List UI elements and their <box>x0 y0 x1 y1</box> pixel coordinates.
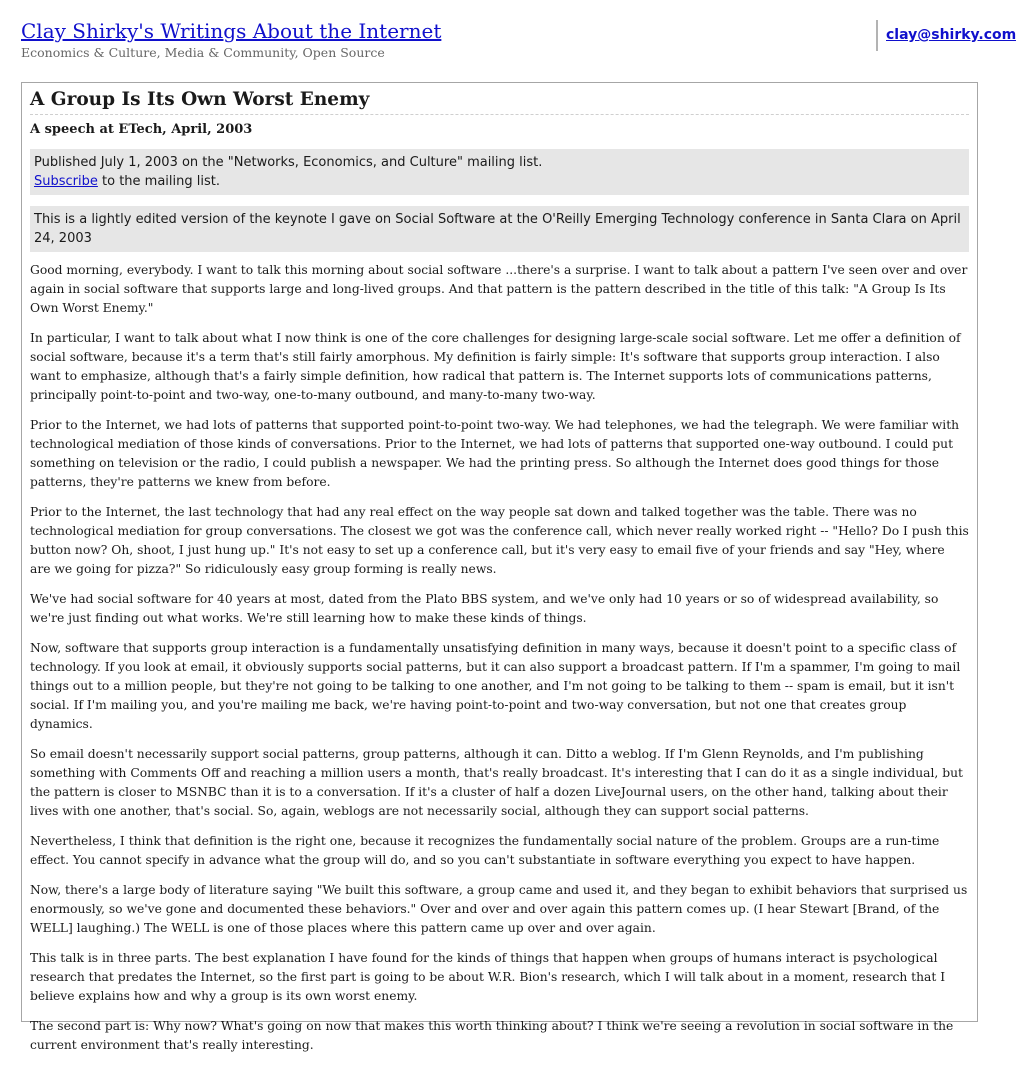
body-paragraph: So email doesn't necessarily support social patterns, group patterns, although it can. Ditto a weblog. If I'm Glenn Reynolds, and I'm publishing something with Comments Off and reaching a million users a month, that's really broadcast. It's interesting that I can do it as a single individual, but the pattern is closer to MSNBC than it is to a conversation. If it's a cluster of half a dozen LiveJournal users, on the other hand, talking about their lives with one another, that's social. So, again, weblogs are not necessarily social, although they can support social patterns. <box>30 747 963 818</box>
site-title-link[interactable]: Clay Shirky's Writings About the Internet <box>21 19 442 43</box>
editorial-note-box <box>30 206 969 252</box>
body-paragraph: This talk is in three parts. The best explanation I have found for the kinds of things that happen when groups of humans interact is psychological research that predates the Internet, so the first part is going to be about W.R. Bion's research, which I will talk about in a moment, research that I believe explains how and why a group is its own worst enemy. <box>30 951 946 1003</box>
article-body <box>30 261 969 1055</box>
header-divider <box>876 20 878 51</box>
body-paragraph: Prior to the Internet, the last technology that had any real effect on the way people sat down and talked together was the table. There was no technological mediation for group conversations. The closest we got was the conference call, which never really worked right -- "Hello? Do I push this button now? Oh, shoot, I just hung up." It's not easy to set up a conference call, but it's very easy to email five of your friends and say "Hey, where are we going for pizza?" So ridiculously easy group forming is really news. <box>30 505 969 576</box>
subscribe-suffix: to the mailing list. <box>97 174 220 189</box>
site-tagline: Economics & Culture, Media & Community, Open Source <box>21 45 385 60</box>
publication-info-box <box>30 149 969 195</box>
body-paragraph: Now, there's a large body of literature saying "We built this software, a group came and used it, and they began to exhibit behaviors that surprised us enormously, so we've gone and documented these behaviors." Over and over and over again this pattern comes up. (I hear Stewart [Brand, of the WELL] laughing.) The WELL is one of those places where this pattern came up over and over again. <box>30 883 968 935</box>
body-paragraph: The second part is: Why now? What's going on now that makes this worth thinking about? I think we're seeing a revolution in social software in the current environment that's really interesting. <box>30 1019 954 1052</box>
email-link[interactable]: clay@shirky.com <box>886 27 1016 43</box>
body-paragraph: Prior to the Internet, we had lots of patterns that supported point-to-point two-way. We had telephones, we had the telegraph. We were familiar with technological mediation of those kinds of conversations. Prior to the Internet, we had lots of patterns that supported one-way outbound. I could put something on television or the radio, I could publish a newspaper. We had the printing press. So although the Internet does good things for those patterns, they're patterns we knew from before. <box>30 418 960 489</box>
published-text: Published July 1, 2003 on the "Networks, Economics, and Culture" mailing list. <box>34 155 543 170</box>
article-container <box>21 82 978 1052</box>
body-paragraph: Good morning, everybody. I want to talk this morning about social software ...there's a surprise. I want to talk about a pattern I've seen over and over again in social software that supports large and long-lived groups. And that pattern is the pattern described in the title of this talk: "A Group Is Its Own Worst Enemy." <box>30 263 968 315</box>
article-subtitle: A speech at ETech, April, 2003 <box>30 122 253 137</box>
body-paragraph: Now, software that supports group interaction is a fundamentally unsatisfying definition in many ways, because it doesn't point to a specific class of technology. If you look at email, it obviously supports social patterns, but it can also support a broadcast pattern. If I'm a spammer, I'm going to mail things out to a million people, but they're not going to be talking to one another, and I'm not going to be talking to them -- spam is email, but it isn't social. If I'm mailing you, and you're mailing me back, we're having point-to-point and two-way conversation, but not one that creates group dynamics. <box>30 641 961 731</box>
editorial-note: This is a lightly edited version of the keynote I gave on Social Software at the O'Reilly Emerging Technology conference in Santa Clara on April 24, 2003 <box>34 212 961 246</box>
body-paragraph: Nevertheless, I think that definition is the right one, because it recognizes the fundamentally social nature of the problem. Groups are a run-time effect. You cannot specify in advance what the group will do, and so you can't substantiate in software everything you expect to have happen. <box>30 834 940 867</box>
body-paragraph: We've had social software for 40 years at most, dated from the Plato BBS system, and we've only had 10 years or so of widespread availability, so we're just finding out what works. We're still learning how to make these kinds of things. <box>30 592 939 625</box>
subscribe-link[interactable]: Subscribe <box>34 174 98 189</box>
article-title: A Group Is Its Own Worst Enemy <box>30 87 969 115</box>
site-header <box>21 19 441 61</box>
body-paragraph: In particular, I want to talk about what I now think is one of the core challenges for designing large-scale social software. Let me offer a definition of social software, because it's a term that's still fairly amorphous. My definition is fairly simple: It's software that supports group interaction. I also want to emphasize, although that's a fairly simple definition, how radical that pattern is. The Internet supports lots of communications patterns, principally point-to-point and two-way, one-to-many outbound, and many-to-many two-way. <box>30 331 961 402</box>
